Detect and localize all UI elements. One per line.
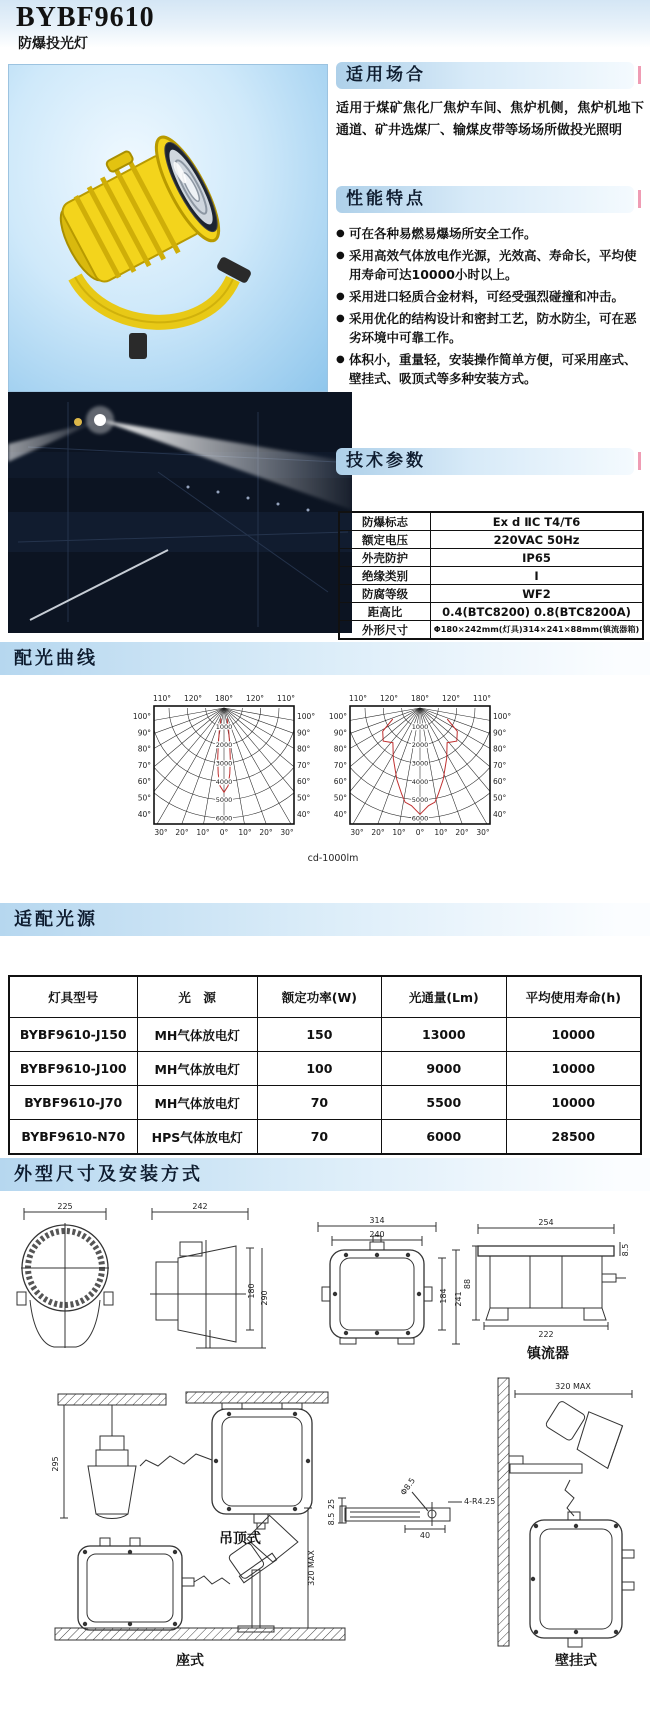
- dim-label: 8.5: [327, 1512, 336, 1526]
- dim-label: 241: [454, 1291, 463, 1307]
- col-header: 光通量(Lm): [381, 976, 506, 1018]
- table-row: [9, 1086, 641, 1120]
- svg-text:80°: 80°: [493, 744, 507, 754]
- svg-text:6000: 6000: [215, 814, 233, 823]
- dim-label: 88: [463, 1278, 472, 1290]
- tech-value: 0.4(BTC8200) 0.8(BTC8200A): [431, 603, 644, 621]
- cell: BYBF9610-J70: [9, 1086, 137, 1120]
- dimension-drawings: [0, 1198, 650, 1716]
- dim-label: 40: [419, 1531, 431, 1540]
- svg-text:1000: 1000: [215, 722, 233, 731]
- feature-item: ● 体积小，重量轻，安装操作简单方便，可采用座式、壁挂式、吸顶式等多种安装方式。: [336, 350, 646, 388]
- dim-label: 295: [51, 1456, 60, 1472]
- photometric-chart-right: [324, 690, 516, 848]
- svg-text:110°: 110°: [152, 694, 172, 703]
- svg-text:80°: 80°: [297, 744, 311, 754]
- svg-text:1000: 1000: [411, 722, 429, 731]
- section-header-photometric: 配光曲线: [0, 642, 650, 675]
- svg-text:90°: 90°: [333, 728, 347, 738]
- table-row: [9, 1052, 641, 1086]
- cell: MH气体放电灯: [137, 1086, 257, 1120]
- section-header-dimensions: 外型尺寸及安装方式: [0, 1158, 650, 1191]
- svg-text:30°: 30°: [476, 828, 490, 837]
- dim-label: 222: [538, 1330, 554, 1339]
- application-body: 适用于煤矿焦化厂焦炉车间、焦炉机侧，焦炉机地下通道、矿井选煤厂、输煤皮带等场场所做投光照明: [336, 101, 644, 138]
- svg-text:30°: 30°: [280, 828, 294, 837]
- tech-label: 外壳防护: [339, 549, 431, 567]
- svg-text:60°: 60°: [137, 777, 151, 787]
- svg-text:20°: 20°: [259, 828, 273, 837]
- section-header-application: 适用场合: [336, 62, 634, 89]
- application-photo: [8, 392, 352, 633]
- cell: MH气体放电灯: [137, 1052, 257, 1086]
- header-accent-tick: [638, 452, 641, 470]
- svg-text:6000: 6000: [411, 814, 429, 823]
- svg-text:0°: 0°: [219, 828, 229, 837]
- dim-label: 242: [192, 1202, 208, 1211]
- svg-text:3000: 3000: [215, 759, 233, 768]
- svg-text:0°: 0°: [415, 828, 425, 837]
- caption-wall: 壁挂式: [555, 1653, 597, 1669]
- svg-text:70°: 70°: [333, 760, 347, 770]
- svg-text:50°: 50°: [333, 793, 347, 803]
- dim-label: 320 MAX: [307, 1550, 316, 1586]
- svg-text:100°: 100°: [328, 712, 347, 721]
- lamp-options-table: [8, 975, 642, 1155]
- tech-value: Φ180×242mm(灯具)314×241×88mm(镇流器箱): [431, 621, 644, 640]
- page-title: BYBF9610: [16, 2, 155, 33]
- svg-text:60°: 60°: [297, 777, 311, 787]
- svg-text:120°: 120°: [441, 694, 461, 703]
- svg-text:80°: 80°: [333, 744, 347, 754]
- cell: 10000: [506, 1018, 641, 1052]
- photometric-chart-left: [128, 690, 320, 848]
- cell: 10000: [506, 1052, 641, 1086]
- chart-caption: cd-1000lm: [307, 853, 359, 864]
- tech-label: 距高比: [339, 603, 431, 621]
- dim-label: 8.5: [621, 1243, 630, 1257]
- svg-text:40°: 40°: [333, 809, 347, 819]
- cell: BYBF9610-J100: [9, 1052, 137, 1086]
- feature-item: ● 采用优化的结构设计和密封工艺，防水防尘，可在恶劣环境中可靠工作。: [336, 309, 646, 347]
- svg-text:50°: 50°: [493, 793, 507, 803]
- product-image-panel: [8, 64, 328, 392]
- section-header-features: 性能特点: [336, 186, 634, 213]
- dim-label: 225: [57, 1202, 73, 1211]
- svg-text:40°: 40°: [493, 809, 507, 819]
- col-header: 光 源: [137, 976, 257, 1018]
- table-row: [9, 1120, 641, 1155]
- svg-text:80°: 80°: [137, 744, 151, 754]
- svg-text:100°: 100°: [493, 712, 512, 721]
- svg-text:90°: 90°: [493, 728, 507, 738]
- cell: 6000: [381, 1120, 506, 1155]
- svg-text:90°: 90°: [297, 728, 311, 738]
- cell: BYBF9610-J150: [9, 1018, 137, 1052]
- dim-label: 314: [369, 1216, 385, 1225]
- dim-label: 320 MAX: [555, 1382, 591, 1391]
- caption-ballast: 镇流器: [527, 1346, 569, 1362]
- cell: 13000: [381, 1018, 506, 1052]
- col-header: 平均使用寿命(h): [506, 976, 641, 1018]
- tech-params-table: [338, 511, 644, 640]
- svg-text:10°: 10°: [392, 828, 406, 837]
- svg-text:60°: 60°: [493, 777, 507, 787]
- svg-text:2000: 2000: [215, 741, 233, 750]
- cell: 28500: [506, 1120, 641, 1155]
- svg-text:60°: 60°: [333, 777, 347, 787]
- cell: 10000: [506, 1086, 641, 1120]
- cell: 70: [257, 1086, 381, 1120]
- svg-text:20°: 20°: [371, 828, 385, 837]
- tech-value: I: [431, 567, 644, 585]
- caption-ceiling: 吊顶式: [219, 1531, 261, 1547]
- col-header: 灯具型号: [9, 976, 137, 1018]
- cell: 70: [257, 1120, 381, 1155]
- tech-value: 220VAC 50Hz: [431, 531, 644, 549]
- svg-text:70°: 70°: [137, 760, 151, 770]
- section-header-lamps: 适配光源: [0, 903, 650, 936]
- cell: BYBF9610-N70: [9, 1120, 137, 1155]
- section-header-tech: 技术参数: [336, 448, 634, 475]
- svg-text:2000: 2000: [411, 741, 429, 750]
- cell: 9000: [381, 1052, 506, 1086]
- dim-label: 184: [439, 1288, 448, 1304]
- col-header: 额定功率(W): [257, 976, 381, 1018]
- svg-text:110°: 110°: [348, 694, 368, 703]
- feature-item: ● 可在各种易燃易爆场所安全工作。: [336, 224, 646, 243]
- svg-text:100°: 100°: [132, 712, 151, 721]
- table-row: [9, 1018, 641, 1052]
- svg-text:10°: 10°: [238, 828, 252, 837]
- header-accent-tick: [638, 66, 641, 84]
- dim-label: Φ8.5: [398, 1476, 418, 1497]
- svg-text:10°: 10°: [196, 828, 210, 837]
- floodlight-illustration: [9, 65, 325, 389]
- svg-text:120°: 120°: [245, 694, 265, 703]
- svg-text:50°: 50°: [137, 793, 151, 803]
- svg-text:110°: 110°: [472, 694, 492, 703]
- svg-text:70°: 70°: [493, 760, 507, 770]
- svg-text:5000: 5000: [411, 796, 429, 805]
- cell: 5500: [381, 1086, 506, 1120]
- svg-text:4000: 4000: [215, 777, 233, 786]
- tech-label: 防腐等级: [339, 585, 431, 603]
- svg-text:180°: 180°: [214, 694, 234, 703]
- caption-seat: 座式: [176, 1653, 204, 1669]
- header-accent-tick: [638, 190, 641, 208]
- tech-label: 绝缘类别: [339, 567, 431, 585]
- tech-value: IP65: [431, 549, 644, 567]
- svg-text:110°: 110°: [276, 694, 296, 703]
- tech-value: WF2: [431, 585, 644, 603]
- feature-item: ● 采用进口轻质合金材料，可经受强烈碰撞和冲击。: [336, 287, 646, 306]
- dim-label: 290: [260, 1290, 269, 1306]
- svg-text:40°: 40°: [297, 809, 311, 819]
- svg-text:20°: 20°: [175, 828, 189, 837]
- dim-label: 254: [538, 1218, 554, 1227]
- svg-text:20°: 20°: [455, 828, 469, 837]
- cell: 100: [257, 1052, 381, 1086]
- dim-label: 25: [327, 1498, 336, 1510]
- tech-label: 外形尺寸: [339, 621, 431, 640]
- svg-text:40°: 40°: [137, 809, 151, 819]
- dim-label: 4-R4.25: [464, 1497, 496, 1506]
- svg-text:180°: 180°: [410, 694, 430, 703]
- tech-label: 额定电压: [339, 531, 431, 549]
- svg-text:3000: 3000: [411, 759, 429, 768]
- svg-text:4000: 4000: [411, 777, 429, 786]
- cell: HPS气体放电灯: [137, 1120, 257, 1155]
- svg-text:90°: 90°: [137, 728, 151, 738]
- feature-item: ● 采用高效气体放电作光源，光效高、寿命长，平均使用寿命可达10000小时以上。: [336, 246, 646, 284]
- svg-text:30°: 30°: [154, 828, 168, 837]
- features-list: [336, 224, 646, 391]
- cell: 150: [257, 1018, 381, 1052]
- tech-value: Ex d ⅡC T4/T6: [431, 512, 644, 531]
- page-subtitle: 防爆投光灯: [18, 36, 88, 52]
- dim-label: 240: [369, 1230, 385, 1239]
- svg-text:10°: 10°: [434, 828, 448, 837]
- dim-label: 180: [247, 1283, 256, 1299]
- svg-text:70°: 70°: [297, 760, 311, 770]
- svg-text:5000: 5000: [215, 796, 233, 805]
- cell: MH气体放电灯: [137, 1018, 257, 1052]
- svg-text:50°: 50°: [297, 793, 311, 803]
- svg-text:120°: 120°: [379, 694, 399, 703]
- svg-text:30°: 30°: [350, 828, 364, 837]
- svg-text:100°: 100°: [297, 712, 316, 721]
- svg-text:120°: 120°: [183, 694, 203, 703]
- tech-label: 防爆标志: [339, 512, 431, 531]
